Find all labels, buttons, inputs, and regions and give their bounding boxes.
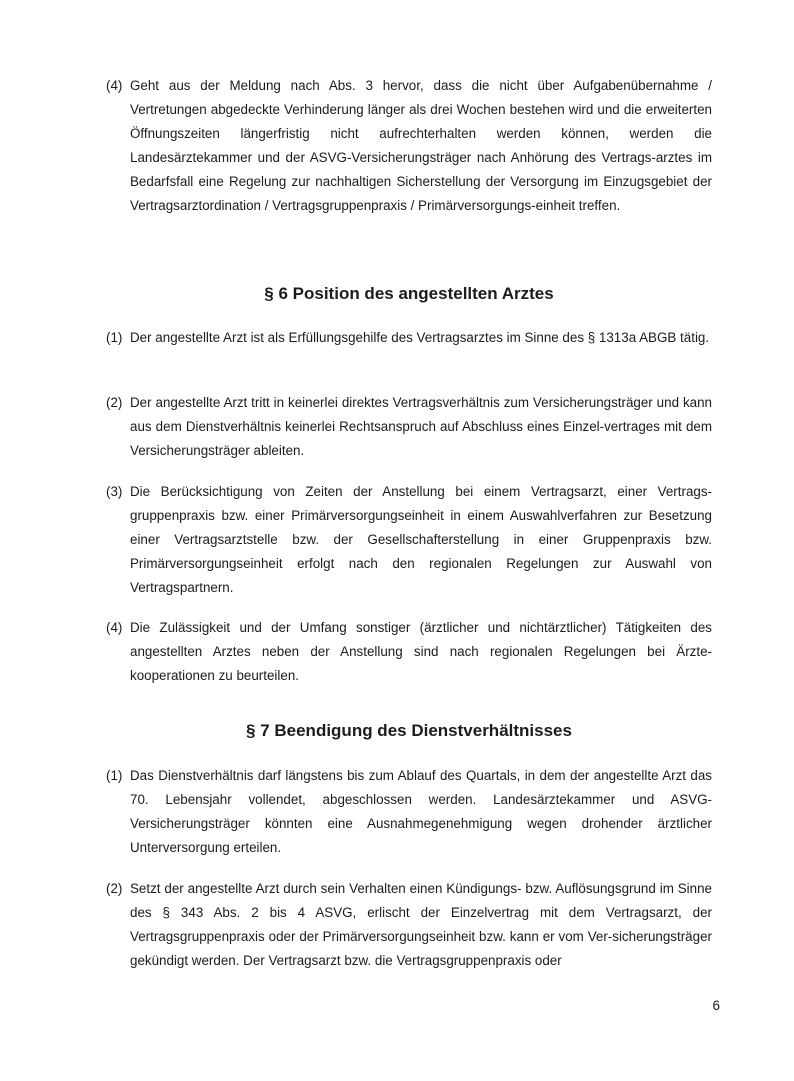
paragraph-number: (2) <box>106 395 123 410</box>
section6-paragraph-4 <box>106 616 712 688</box>
section7-paragraph-1 <box>106 764 712 860</box>
paragraph-text: Die Zulässigkeit und der Umfang sonstiger (ärztlicher und nichtärztlicher) Tätigkeiten des angestellten Arztes neben der Anstellung sind nach regionalen Regelungen bei Ärzte-kooperationen zu beurteilen. <box>130 620 712 683</box>
section6-paragraph-3 <box>106 480 712 600</box>
paragraph-text: Die Berücksichtigung von Zeiten der Anstellung bei einem Vertragsarzt, einer Vertrags-gruppenpraxis bzw. einer Primärversorgungseinheit in einem Auswahlverfahren zur Besetzung einer Vertragsarztstelle bzw. der Gesellschafterstellung in einer Gruppenpraxis bzw. Primärversorgungseinheit erfolgt nach den regionalen Regelungen zur Auswahl von Vertragspartnern. <box>130 484 712 595</box>
section6-paragraph-1 <box>106 326 712 350</box>
paragraph-number: (1) <box>106 330 123 345</box>
section6-heading: § 6 Position des angestellten Arztes <box>264 284 554 303</box>
section5-paragraph-4 <box>106 74 712 218</box>
paragraph-text: Der angestellte Arzt tritt in keinerlei direktes Vertragsverhältnis zum Versicherungsträger und kann aus dem Dienstverhältnis keinerlei Rechtsanspruch auf Abschluss eines Einzel-vertrages mit dem Versicherungsträger ableiten. <box>130 395 712 458</box>
section7-heading: § 7 Beendigung des Dienstverhältnisses <box>246 721 572 740</box>
paragraph-text: Das Dienstverhältnis darf längstens bis zum Ablauf des Quartals, in dem der angestellte Arzt das 70. Lebensjahr vollendet, abgeschlossen werden. Landesärztekammer und ASVG-Versicherungsträger könnten eine Ausnahmegenehmigung wegen drohender ärztlicher Unterversorgung erteilen. <box>130 768 712 855</box>
paragraph-text: Setzt der angestellte Arzt durch sein Verhalten einen Kündigungs- bzw. Auflösungsgrund im Sinne des § 343 Abs. 2 bis 4 ASVG, erlischt der Einzelvertrag mit dem Vertragsarzt, der Vertragsgruppenpraxis oder der Primärversorgungseinheit bzw. kann er vom Ver-sicherungsträger gekündigt werden. Der Vertragsarzt bzw. die Vertragsgruppenpraxis oder <box>130 881 712 968</box>
paragraph-number: (3) <box>106 484 123 499</box>
paragraph-number: (4) <box>106 620 123 635</box>
paragraph-number: (4) <box>106 78 123 93</box>
section6-paragraph-2 <box>106 391 712 463</box>
section7-paragraph-2 <box>106 877 712 973</box>
paragraph-number: (2) <box>106 881 123 896</box>
paragraph-text: Der angestellte Arzt ist als Erfüllungsgehilfe des Vertragsarztes im Sinne des § 1313a ABGB tätig. <box>130 330 710 345</box>
page-number: 6 <box>712 998 720 1013</box>
paragraph-number: (1) <box>106 768 123 783</box>
paragraph-text: Geht aus der Meldung nach Abs. 3 hervor, dass die nicht über Aufgabenübernahme / Vertretungen abgedeckte Verhinderung länger als drei Wochen bestehen wird und die erweiterten Öffnungszeiten längerfristig nicht aufrechterhalten werden können, werden die Landesärztekammer und der ASVG-Versicherungsträger nach Anhörung des Vertrags-arztes im Bedarfsfall eine Regelung zur nachhaltigen Sicherstellung der Versorgung im Einzugsgebiet der Vertragsarztordination / Vertragsgruppenpraxis / Primärversorgungs-einheit treffen. <box>130 78 712 213</box>
